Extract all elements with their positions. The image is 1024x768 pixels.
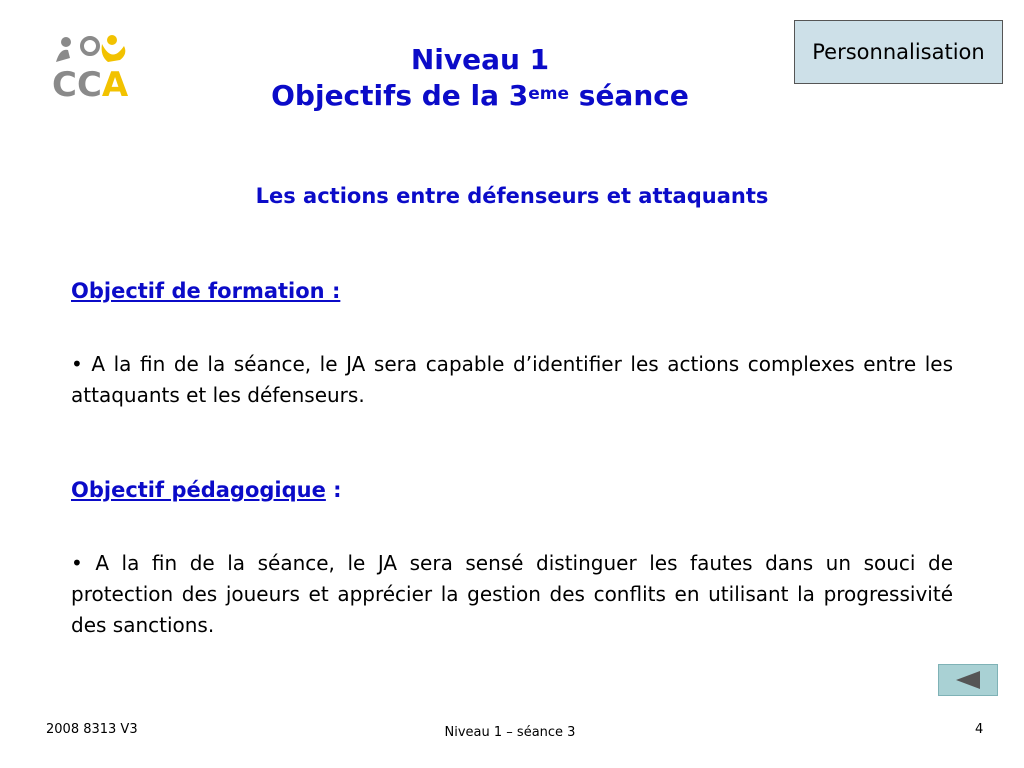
title-line-2-prefix: Objectifs de la 3 <box>271 79 529 112</box>
bullet-objectif-formation: • A la fin de la séance, le JA sera capable d’identifier les actions complexes entre les attaquants et les défenseurs. <box>71 352 953 407</box>
cca-logo-icon <box>50 34 150 100</box>
title-line-2 <box>200 78 760 114</box>
title-line-1: Niveau 1 <box>410 43 550 76</box>
personnalisation-button[interactable] <box>794 20 1003 84</box>
footer-center: Niveau 1 – séance 3 <box>444 725 576 740</box>
section-subtitle: Les actions entre défenseurs et attaquants <box>255 184 769 208</box>
heading-objectif-pedagogique-text: Objectif pédagogique <box>71 478 326 502</box>
heading-objectif-formation <box>71 279 340 303</box>
page-number: 4 <box>975 722 984 737</box>
title-superscript: eme <box>528 84 570 104</box>
back-button[interactable] <box>938 664 998 696</box>
page-title <box>200 42 760 114</box>
heading-objectif-formation-text: Objectif de formation : <box>71 279 341 303</box>
title-line-2-suffix: séance <box>569 79 689 112</box>
footer-left: 2008 8313 V3 <box>46 722 138 737</box>
heading-objectif-pedagogique <box>71 478 342 502</box>
bullet-objectif-pedagogique: • A la fin de la séance, le JA sera sensé distinguer les fautes dans un souci de protection des joueurs et apprécier la gestion des conflits en utilisant la progressivité des sanctions. <box>71 551 953 637</box>
personnalisation-label: Personnalisation <box>812 40 985 64</box>
logo-text: CCA <box>52 65 129 100</box>
heading-objectif-pedagogique-colon: : <box>325 478 342 502</box>
back-arrow-icon <box>954 670 982 690</box>
